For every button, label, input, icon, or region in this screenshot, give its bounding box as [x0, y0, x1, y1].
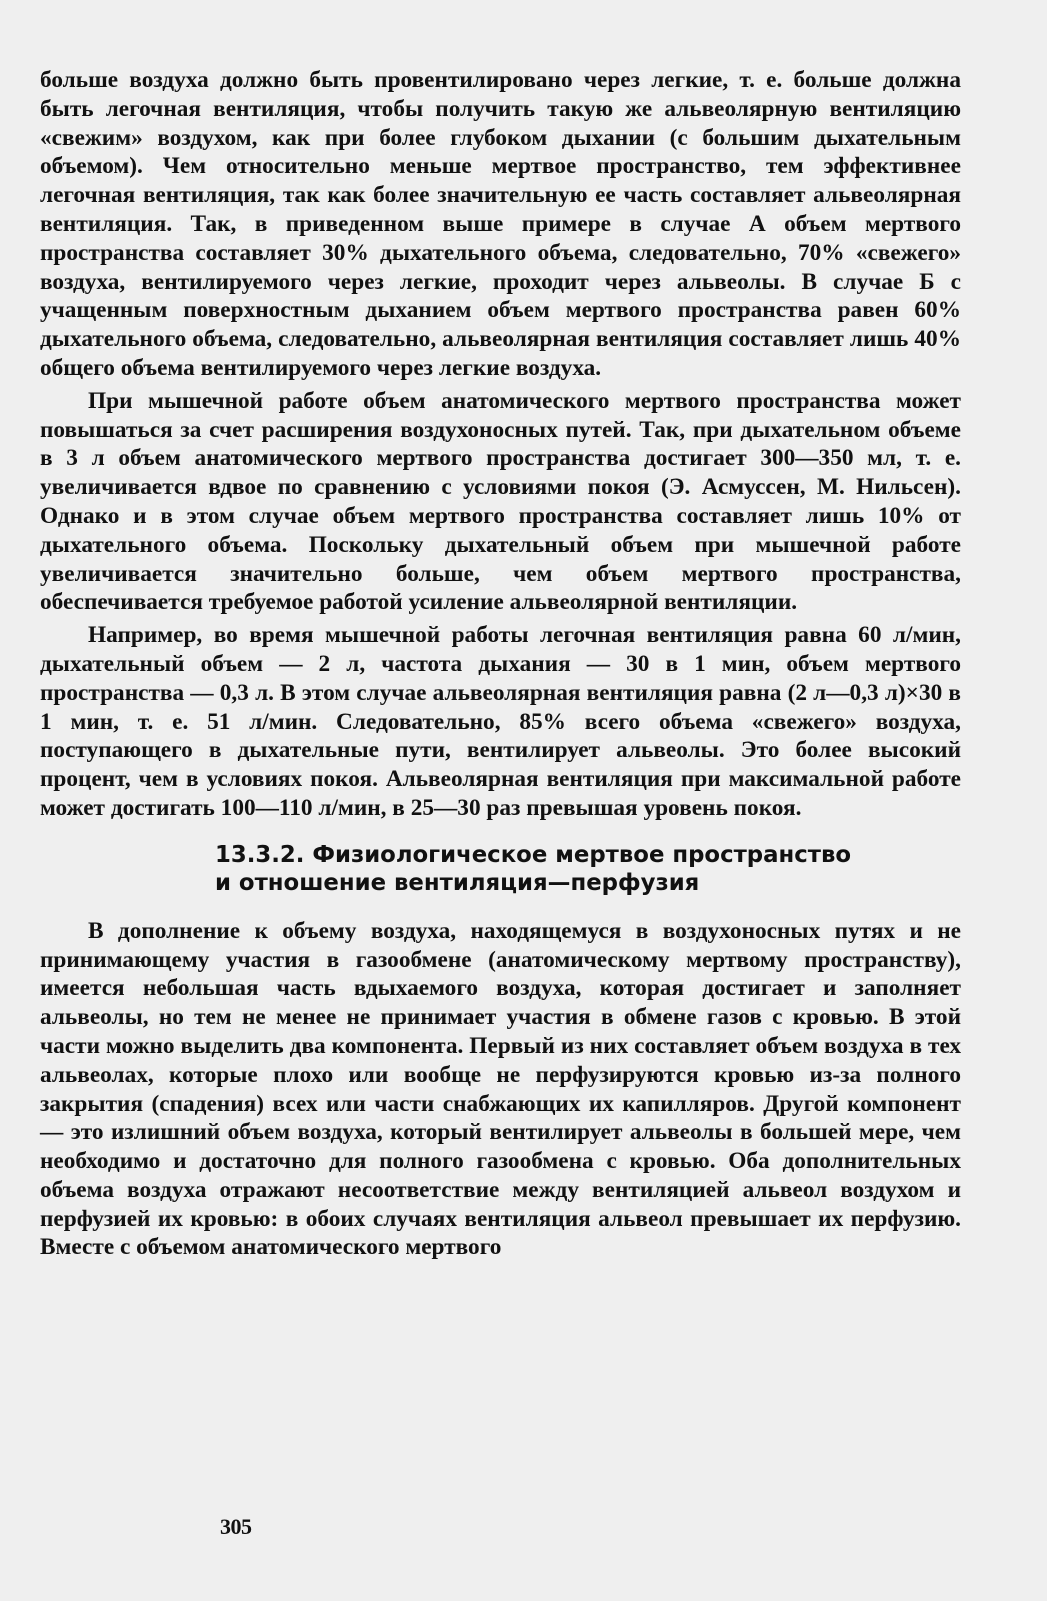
- paragraph-continuation: больше воздуха должно быть провентилировано через легкие, т. е. больше должна быть легочная вентиляция, чтобы получить такую же альвеолярную вентиляцию «свежим» воздухом, как при более глубоком дыхании (с большим дыхательным объемом). Чем относительно меньше мертвое пространство, тем эффективнее легочная вентиляция, так как более значительную ее часть составляет альвеолярная вентиляция. Так, в приведенном выше примере в случае А объем мертвого пространства составляет 30% дыхательного объема, следовательно, 70% «свежего» воздуха, вентилируемого через легкие, проходит через альвеолы. В случае Б с учащенным поверхностным дыханием объем мертвого пространства равен 60% дыхательного объема, следовательно, альвеолярная вентиляция составляет лишь 40% общего объема вентилируемого через легкие воздуха.: [40, 67, 961, 381]
- page-number: 305: [220, 1514, 252, 1539]
- section-heading: [40, 841, 961, 897]
- section-heading-line-2: и отношение вентиляция—перфузия: [215, 869, 700, 896]
- paragraph-physiological-dead-space: В дополнение к объему воздуха, находящемуся в воздухоносных путях и не принимающему участия в газообмене (анатомическому мертвому пространству), имеется небольшая часть вдыхаемого воздуха, которая достигает и заполняет альвеолы, но тем не менее не принимает участия в обмене газов с кровью. В этой части можно выделить два компонента. Первый из них составляет объем воздуха в тех альвеолах, которые плохо или вообще не перфузируются кровью из-за полного закрытия (спадения) всех или части снабжающих их капилляров. Другой компонент — это излишний объем воздуха, который вентилирует альвеолы в большей мере, чем необходимо и достаточно для полного газообмена с кровью. Оба дополнительных объема воздуха отражают несоответствие между вентиляцией альвеол воздухом и перфузией их кровью: в обоих случаях вентиляция альвеол превышает их перфузию. Вместе с объемом анатомического мертвого: [40, 917, 961, 1261]
- paragraph-muscle-work: При мышечной работе объем анатомического мертвого пространства может повышаться за счет расширения воздухоносных путей. Так, при дыхательном объеме в 3 л объем анатомического мертвого пространства достигает 300—350 мл, т. е. увеличивается вдвое по сравнению с условиями покоя (Э. Асмуссен, М. Нильсен). Однако и в этом случае объем мертвого пространства составляет лишь 10% от дыхательного объема. Поскольку дыхательный объем при мышечной работе увеличивается значительно больше, чем объем мертвого пространства, обеспечивается требуемое работой усиление альвеолярной вентиляции.: [40, 387, 961, 616]
- section-heading-line-1: 13.3.2. Физиологическое мертвое пространство: [215, 841, 852, 868]
- page-content: [40, 66, 961, 1262]
- paragraph-example: Например, во время мышечной работы легочная вентиляция равна 60 л/мин, дыхательный объем — 2 л, частота дыхания — 30 в 1 мин, объем мертвого пространства — 0,3 л. В этом случае альвеолярная вентиляция равна (2 л—0,3 л)×30 в 1 мин, т. е. 51 л/мин. Следовательно, 85% всего объема «свежего» воздуха, поступающего в дыхательные пути, вентилирует альвеолы. Это более высокий процент, чем в условиях покоя. Альвеолярная вентиляция при максимальной работе может достигать 100—110 л/мин, в 25—30 раз превышая уровень покоя.: [40, 622, 961, 821]
